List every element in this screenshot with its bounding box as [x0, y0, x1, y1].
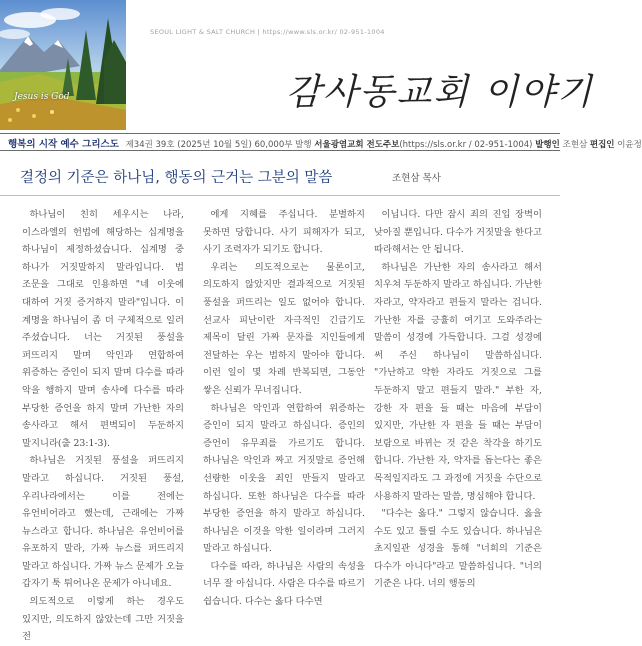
title-divider: [0, 195, 560, 196]
landscape-illustration: [0, 0, 126, 130]
hero-caption: Jesus is God: [14, 92, 70, 102]
church-info-line: SEOUL LIGHT & SALT CHURCH | https://www.sls.or.kr/ 02-951-1004: [150, 28, 385, 36]
publisher-name: 서울광염교회 전도주보: [314, 140, 400, 150]
article-column-2: [203, 206, 365, 611]
article-title: 결정의 기준은 하나님, 행동의 근거는 그분의 말씀: [20, 170, 333, 186]
paragraph: 우리는 의도적으로는 물론이고, 의도하지 않았지만 결과적으로 거짓된 풍설을 퍼뜨리는 일도 없어야 합니다. 선교사 피난이란 자극적인 긴급기도 제목이 달린 가짜 문자를 지인들에게 전달하는 우는 범하지 말아야 합니다. 이런 일이 몇 차례 반복되면, 그동안 쌓은 신뢰가 무너집니다.: [203, 261, 365, 396]
paragraph: 하나님은 악인과 연합하여 위증하는 증인이 되지 말라고 하십니다. 증인의 증언이 유무죄를 가르기도 합니다. 하나님은 악인과 짜고 거짓말로 증언해 선량한 이웃을 죄인 만들지 말라고 하십니다. 또한 하나님은 다수를 따라 부당한 증언을 하지 말라고 하십니다. 하나님은 이것을 악한 일이라며 그러지 말라고 하십니다.: [203, 402, 365, 555]
publisher-contact: (https://sls.or.kr / 02-951-1004): [399, 140, 533, 150]
article-column-1: [22, 206, 184, 646]
editor-label: 편집인: [589, 140, 615, 150]
masthead: [8, 136, 642, 150]
paragraph: 에게 지혜를 주십니다. 분별하지 못하면 당합니다. 사기 피해자가 되고, 사기 조력자가 되기도 합니다.: [203, 209, 365, 256]
article-author: 조현삼 목사: [392, 173, 441, 184]
hero-image: [0, 0, 126, 130]
masthead-divider-bottom: [0, 150, 560, 151]
series-title: 행복의 시작 예수 그리스도: [8, 139, 119, 150]
issue-info: 제34권 39호 (2025년 10월 5일): [125, 140, 252, 150]
newsletter-brand-title: 감사동교회 이야기: [286, 72, 594, 113]
editor-name: 이윤정: [617, 140, 642, 150]
paragraph: 다수를 따라, 하나님은 사람의 속성을 너무 잘 아십니다. 사람은 다수를 따르기 쉽습니다. 다수는 옳다 다수면: [203, 560, 365, 608]
paragraph: 하나님은 가난한 자의 송사라고 해서 치우쳐 두둔하지 말라고 하십니다. 가난한 자라고, 약자라고 편들지 말라는 겁니다. 가난한 자를 긍휼히 여기고 도와주라는 말씀이 성경에 가득합니다. 그걸 성경에 써 주신 하나님이 말씀하십니다. "가난하고 약한 자라도 거짓으로 그를 두둔하지 말고 편들지 말라." 부한 자, 강한 자 편을 들 때는 마음에 부담이 있지만, 가난한 자 편을 들 때는 부담이 보람으로 바뀌는 것 같은 착각을 하기도 합니다. 가난한 자, 약자를 돕는다는 좋은 목적일지라도 그 과정에 거짓을 수단으로 사용하지 말라는 말씀, 명심해야 합니다.: [374, 261, 542, 502]
paragraph: "다수는 옳다." 그렇지 않습니다. 옳을 수도 있고 틀릴 수도 있습니다. 하나님은 초지일관 성경을 통해 "너희의 기준은 다수가 아니다"라고 말씀하십니다. "너의 기준은 나다. 너의 행동의: [374, 508, 542, 590]
issuer-name: 조현삼: [562, 140, 588, 150]
copies-info: 60,000부 발행: [254, 140, 312, 150]
paragraph: 하나님이 친히 세우시는 나라, 이스라엘의 헌법에 해당하는 십계명을 하나님이 제정하셨습니다. 십계명 중 하나가 거짓말하지 말라입니다. 법 조문을 그대로 인용하면 "네 이웃에 대하여 거짓 증거하지 말라"입니다. 이 계명을 하나님이 좀 더 구체적으로 일러 주셨습니다. 너는 거짓된 풍설을 퍼뜨리지 말며 악인과 연합하여 위증하는 증인이 되지 말며 다수를 따라 악을 행하지 말며 송사에 다수를 따라 부당한 증언을 하지 말며 가난한 자의 송사라고 해서 편벽되이 두둔하지 말지니라(출 23:1-3).: [22, 209, 184, 449]
issuer-label: 발행인: [535, 140, 560, 150]
masthead-divider-top: [0, 133, 560, 134]
article-column-3: [374, 206, 542, 593]
paragraph: 하나님은 거짓된 풍설을 퍼뜨리지 말라고 하십니다. 거짓된 풍설, 우리나라에서는 이를 전에는 유언비어라고 했는데, 근래에는 가짜 뉴스라고 합니다. 하나님은 유언비어를 유포하지 말라, 가짜 뉴스를 퍼뜨리지 말라고 하십니다. 가짜 뉴스 문제가 오늘 갑자기 툭 튀어나온 문제가 아니네요.: [22, 455, 184, 590]
paragraph: 이닙니다. 다만 잠시 죄의 진입 장벽이 낮아질 뿐입니다. 다수가 거짓말을 한다고 따라해서는 안 됩니다.: [374, 209, 542, 256]
paragraph: 의도적으로 이렇게 하는 경우도 있지만, 의도하지 않았는데 그만 거짓을 전: [22, 596, 184, 643]
